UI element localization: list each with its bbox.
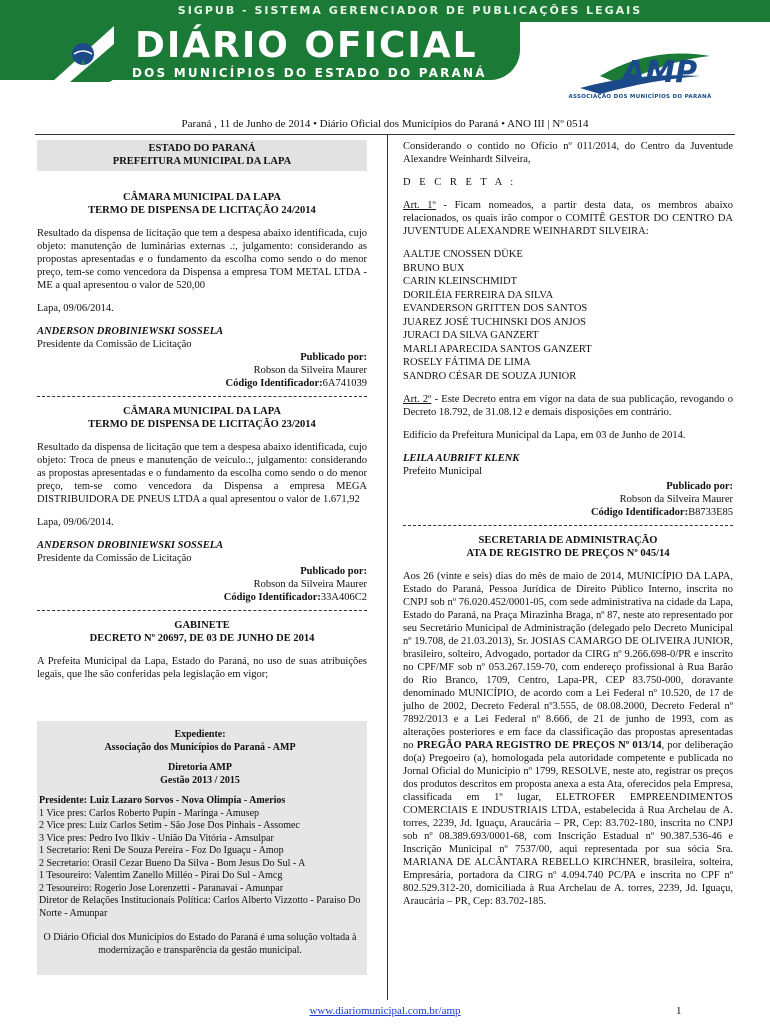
signer-name: ANDERSON DROBINIEWSKI SOSSELA (37, 540, 224, 551)
member-list (403, 248, 733, 383)
section-title: CÂMARA MUNICIPAL DA LAPA (123, 406, 281, 417)
identifier-label: Código Identificador: (223, 592, 321, 603)
section-heading-box (37, 140, 367, 171)
page-number: 1 (676, 1005, 682, 1017)
right-column (403, 140, 733, 908)
article-2 (403, 393, 733, 419)
parana-flag-icon (52, 26, 114, 82)
list-item: JURACI DA SILVA GANZERT (403, 330, 539, 341)
footer-website-link[interactable]: www.diariomunicipal.com.br/amp (309, 1005, 461, 1017)
decreta-heading: D E C R E T A : (403, 177, 517, 188)
board-member: Presidente: Luiz Lazaro Sorvos - Nova Olimpia - Amerios (39, 795, 286, 806)
column-divider (387, 134, 388, 1000)
heading-state: ESTADO DO PARANÁ (148, 143, 256, 154)
article-1 (403, 199, 733, 238)
list-item: ROSELY FÁTIMA DE LIMA (403, 357, 531, 368)
signer-name: LEILA AUBRIFT KLENK (403, 453, 520, 464)
amp-logo (560, 42, 720, 108)
expediente-label: Expediente: (174, 729, 226, 740)
section-date: Lapa, 09/06/2014. (37, 303, 114, 314)
identifier-value: 6A741039 (322, 378, 367, 389)
section-separator (37, 610, 367, 611)
amp-subtitle: ASSOCIAÇÃO DOS MUNICÍPIOS DO PARANÁ (568, 94, 712, 100)
section-title: CÂMARA MUNICIPAL DA LAPA (123, 192, 281, 203)
svg-text:AMP: AMP (622, 55, 698, 90)
amp-logo-icon (560, 42, 720, 94)
ata-text-bold: PREGÃO PARA REGISTRO DE PREÇOS Nº 013/14 (416, 740, 662, 751)
sigpub-bar (0, 0, 770, 22)
published-by-label: Publicado por: (300, 566, 367, 577)
ata-text-b: , por deliberação do(a) Pregoeiro (a), homologada pela autoridade competente e publicada no Jornal Oficial do Município nº 1799, RESOLVE, neste ato, registrar os preços dos produtos descritos em proposta anexa a esta Ata, oferecidos pela Empresa, classificada em 1º lugar, ELETROFER EMPREENDIMENTOS COMERCIAIS E INDUSTRIAIS LTDA, estabelecida à Rua Archelau de A. torres, 2239, Jd. Iguaçu, Araucária – PR, Cep: 83.702-180, inscrita no CNPJ sob nº 08.389.693/0001-68, com Inscrição Estadual nº 90.387.536-46 e Inscrição Municipal nº 7537/00, aqui representada por sua sócia Sra. MARIANA DE ALCÂNTARA REBELLO KIRCHNER, brasileira, solteira, Empresária, portadora da CIRG nº 4.094.740 PC/PA e inscrita no CPF nº 802.529.312-20, domiciliada à Rua Archelau de A. torres, 2239, Jd. Iguaçu, Araucária – PR, Cep: 83.702-185. (403, 740, 733, 907)
board-member: 3 Vice pres: Pedro Ivo Ilkiv - União Da Vitória - Amsulpar (39, 832, 274, 844)
identifier-value: 33A406C2 (320, 592, 367, 603)
board-member: 2 Secretario: Orasil Cezar Bueno Da Silva - Bom Jesus Do Sul - A (39, 857, 306, 869)
section-title: SECRETARIA DE ADMINISTRAÇÃO (478, 535, 658, 546)
list-item: MARLI APARECIDA SANTOS GANZERT (403, 343, 592, 355)
left-column (37, 140, 367, 975)
sigpub-title: SIGPUB - SISTEMA GERENCIADOR DE PUBLICAÇÕES LEGAIS (177, 4, 643, 17)
ata-text-a: Aos 26 (vinte e seis) dias do mês de maio de 2014, MUNICÍPIO DA LAPA, Estado do Paraná, Pessoa Jurídica de Direito Público Interno, inscrita no CNPJ sob nº 76.020.452/0001-05, com sede administrativa na cidade da Lapa, Estado do Paraná, na Praça Mirazinha Braga, nº 87, neste ato representado por seu Secretário Municipal de Administração (delegado pelo Decreto Municipal nº 19.708, de 21.03.2013), Sr. JOSIAS CAMARGO DE OLIVEIRA JUNIOR, brasileiro, solteiro, Advogado, portador da CIRG nº 9.266.698-0/PR e inscrito no CPF/MF sob nº 053.267.159-70, com endereço profissional à Rua Barão do Rio Branco, 1709, Centro, Lapa-PR, CEP 83.750-000, doravante denominado MUNICÍPIO, de acordo com a Lei Federal nº 10.520, de 17 de julho de 2002, Decreto Federal nº3.555, de 08.08.2000, Decreto Federal nº 7892/2013 e a Lei Federal nº 8.666, de 21 de junho de 1993, com as alterações posteriores e em face da classificação das propostas apresentadas no (403, 571, 733, 751)
article-2-label: Art. 2º (403, 394, 432, 405)
board-member: Diretor de Relações Institucionais Política: Carlos Alberto Vizzotto - Paraiso Do Norte - Amunpar (39, 895, 361, 919)
section-title: GABINETE (174, 620, 230, 631)
section-date: Lapa, 09/06/2014. (37, 517, 114, 528)
board-member: 2 Vice pres: Luiz Carlos Setim - São Jose Dos Pinhais - Assomec (39, 820, 300, 831)
list-item: SANDRO CÉSAR DE SOUZA JUNIOR (403, 370, 577, 382)
section-body: A Prefeita Municipal da Lapa, Estado do Paraná, no uso de suas atribuições legais, que lhe são conferidas pela legislação em vigor; (37, 656, 367, 680)
identifier-code (37, 377, 367, 390)
section-body: Resultado da dispensa de licitação que tem a despesa abaixo identificada, cujo objeto: manutenção de luminárias externas .:, julgamento: considerando as propostas apresentadas e o fundamento da escolha como sendo o do menor preço, tem-se como vencedora da Dispensa a empresa TOM METAL LTDA - ME a qual apresentou o valor de 520,00 (37, 228, 367, 291)
list-item: EVANDERSON GRITTEN DOS SANTOS (403, 303, 588, 314)
list-item: AALTJE CNOSSEN DÜKE (403, 249, 523, 260)
signer-role: Presidente da Comissão de Licitação (37, 339, 192, 350)
board-member: 1 Vice pres: Carlos Roberto Pupin - Maringa - Amusep (39, 807, 260, 819)
published-by-label: Publicado por: (300, 352, 367, 363)
page-subtitle: DOS MUNICÍPIOS DO ESTADO DO PARANÁ (132, 66, 487, 80)
header-divider (35, 134, 735, 135)
section-body: Resultado da dispensa de licitação que tem a despesa abaixo identificada, cujo objeto: Troca de pneus e manutenção de veículo.:, julgamento: considerando as propostas apresentadas e o fundamento da escolha como sendo o do menor preço, tem-se como vencedora da Dispensa a empresa MEGA DISTRIBUIDORA DE PNEUS LTDA a qual apresentou o valor de 1.671,92 (37, 442, 367, 505)
list-item: DORILÉIA FERREIRA DA SILVA (403, 289, 554, 301)
association-name: Associação dos Municípios do Paraná - AMP (104, 741, 296, 753)
list-item: BRUNO BUX (403, 262, 465, 274)
published-by-name: Robson da Silveira Maurer (253, 365, 367, 376)
decree-intro: Considerando o contido no Ofício nº 011/2014, do Centro da Juventude Alexandre Weinhardt Silveira, (403, 141, 733, 165)
published-by-name: Robson da Silveira Maurer (253, 579, 367, 590)
page-title: DIÁRIO OFICIAL (135, 25, 478, 66)
article-1-label: Art. 1º (403, 200, 436, 211)
section-subtitle: TERMO DE DISPENSA DE LICITAÇÃO 24/2014 (88, 205, 316, 216)
spacer (39, 920, 361, 932)
article-2-text: - Este Decreto entra em vigor na data de sua publicação, revogando o Decreto 18.792, de 31.08.12 e demais disposições em contrário. (403, 394, 733, 418)
list-item: JUAREZ JOSÉ TUCHINSKI DOS ANJOS (403, 316, 586, 328)
published-by-name: Robson da Silveira Maurer (619, 494, 733, 505)
identifier-value: B8733E85 (688, 507, 733, 518)
board-term: Gestão 2013 / 2015 (160, 774, 240, 786)
section-subtitle: ATA DE REGISTRO DE PREÇOS Nº 045/14 (466, 548, 670, 559)
board-member: 1 Secretario: Reni De Souza Pereira - Foz Do Iguaçu - Amop (39, 845, 284, 856)
section-subtitle: TERMO DE DISPENSA DE LICITAÇÃO 23/2014 (88, 419, 316, 430)
board-member: 2 Tesoureiro: Rogerio Jose Lorenzetti - Paranavaí - Amunpar (39, 882, 284, 894)
signer-name: ANDERSON DROBINIEWSKI SOSSELA (37, 326, 224, 337)
ata-body (403, 570, 733, 908)
identifier-label: Código Identificador: (590, 507, 689, 518)
heading-prefeitura: PREFEITURA MUNICIPAL DA LAPA (112, 156, 292, 167)
identifier-code (37, 591, 367, 604)
article-1-text: - Ficam nomeados, a partir desta data, os membros abaixo relacionados, os quais irão compor o COMITÊ GESTOR DO CENTRO DA JUVENTUDE ALEXANDRE WEINHARDT SILVEIRA: (403, 200, 733, 237)
place-date: Edifício da Prefeitura Municipal da Lapa, em 03 de Junho de 2014. (403, 430, 686, 441)
closing-note: O Diário Oficial dos Municípios do Estado do Paraná é uma solução voltada à modernização e transparência da gestão municipal. (43, 932, 357, 956)
published-by-label: Publicado por: (666, 481, 733, 492)
board-member: 1 Tesoureiro: Valentim Zanello Milléo - Pirai Do Sul - Amcg (39, 870, 283, 881)
association-box (37, 721, 367, 975)
board-label: Diretoria AMP (168, 762, 232, 773)
header-banner (0, 0, 770, 112)
signer-role: Prefeito Municipal (403, 466, 483, 477)
section-separator (37, 396, 367, 397)
identifier-label: Código Identificador: (225, 378, 323, 389)
section-separator (403, 525, 733, 526)
dateline: Paraná , 11 de Junho de 2014 • Diário Oficial dos Municípios do Paraná • ANO III | Nº 0514 (181, 118, 589, 130)
signer-role: Presidente da Comissão de Licitação (37, 553, 192, 564)
section-subtitle: DECRETO Nº 20697, DE 03 DE JUNHO DE 2014 (89, 633, 315, 644)
identifier-code (403, 506, 733, 519)
list-item: CARIN KLEINSCHMIDT (403, 276, 518, 287)
